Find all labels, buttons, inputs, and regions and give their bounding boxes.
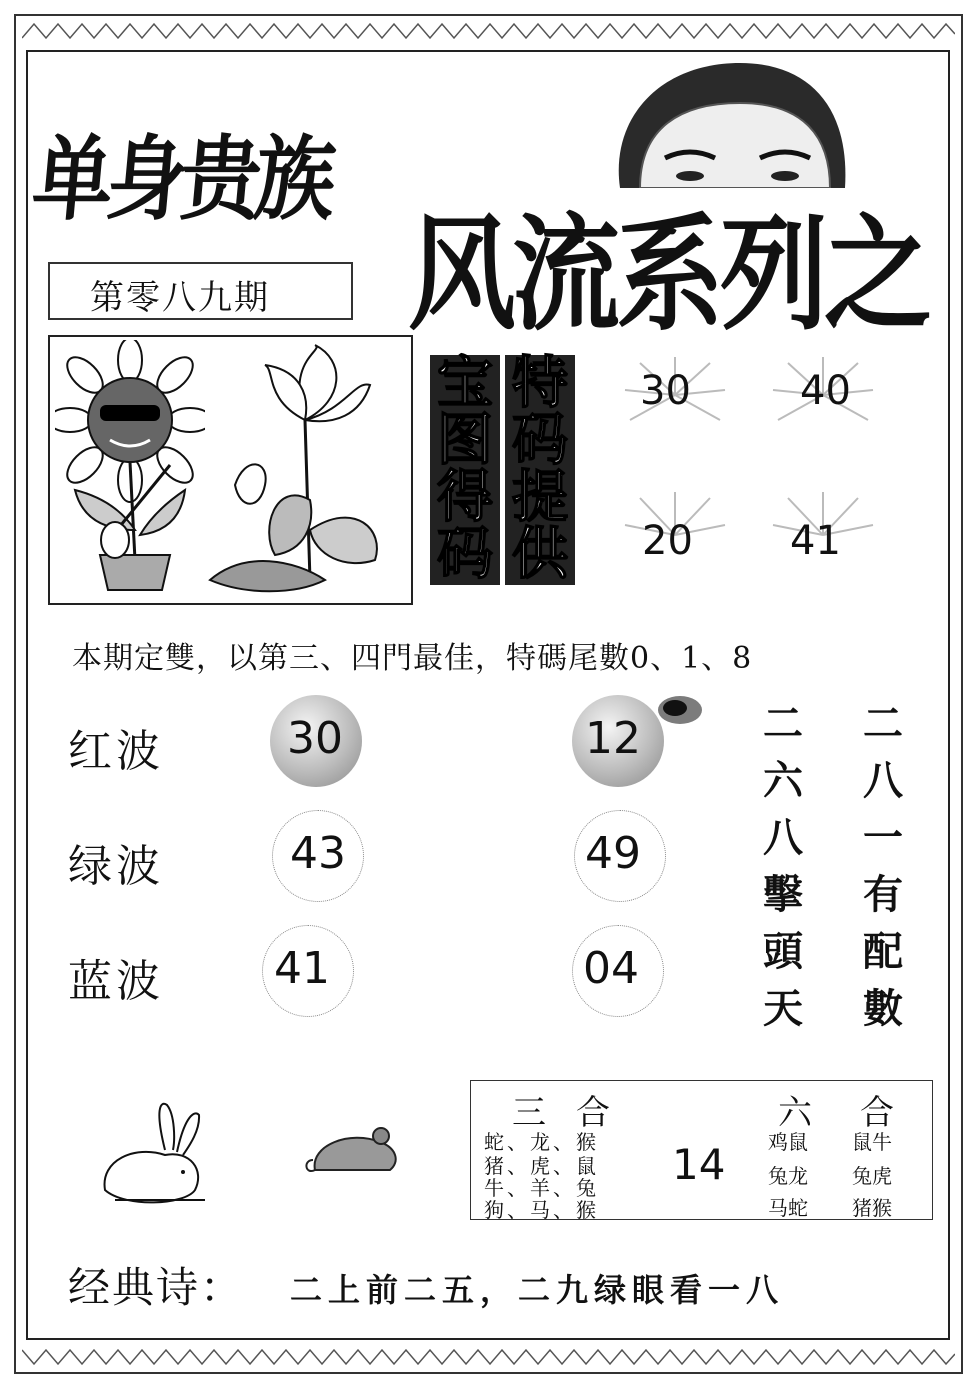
special-number: 30 (640, 368, 691, 414)
zodiac-header-right: 六合 (778, 1093, 942, 1133)
title-left: 单身贵族 (28, 124, 335, 233)
riddle-char: 二 (763, 700, 803, 747)
banner-char: 得 (437, 465, 493, 530)
poem-text: 二上前二五，二九绿眼看一八 (290, 1271, 785, 1309)
wave-label-green: 绿波 (68, 841, 164, 892)
zodiac-right-cell: 猪猴 (852, 1196, 892, 1220)
riddle-char: 數 (863, 985, 903, 1032)
face-icon (600, 58, 860, 188)
banner-char: 图 (437, 408, 493, 473)
riddle-char: 天 (763, 985, 803, 1032)
poem-label: 经典诗： (68, 1263, 245, 1312)
zodiac-right-cell: 鼠牛 (852, 1130, 892, 1154)
banner-char: 码 (437, 522, 493, 587)
riddle-column-left (758, 695, 808, 1037)
blue-wave-number: 04 (583, 943, 639, 994)
banner-column-2 (505, 351, 575, 587)
riddle-char: 六 (763, 757, 803, 804)
issue-number: 第零八九期 (90, 278, 270, 318)
blue-wave-number: 41 (274, 943, 330, 994)
riddle-char: 配 (863, 928, 903, 975)
riddle-char: 二 (863, 700, 903, 747)
riddle-char: 一 (863, 814, 903, 861)
banner-char: 码 (512, 408, 568, 473)
special-number: 20 (642, 518, 693, 564)
green-wave-number: 49 (585, 828, 641, 879)
wave-label-red: 红波 (68, 726, 164, 777)
zodiac-right-cell: 鸡鼠 (768, 1130, 808, 1154)
rat-icon (305, 1120, 405, 1180)
special-number: 40 (800, 368, 851, 414)
flower-icon (205, 340, 405, 600)
red-wave-number: 12 (585, 713, 641, 764)
green-wave-number: 43 (290, 828, 346, 879)
statement-line: 本期定雙，以第三、四門最佳，特碼尾數0、1、8 (72, 641, 753, 676)
zodiac-left-row: 牛、羊、兔 (484, 1176, 599, 1200)
banner-column-1 (430, 351, 500, 587)
zodiac-header-left: 三合 (512, 1093, 640, 1133)
zodiac-right-cell: 兔虎 (852, 1164, 892, 1188)
banner-char: 提 (512, 465, 568, 530)
zodiac-right-cell: 马蛇 (768, 1196, 808, 1220)
riddle-char: 擊 (763, 871, 803, 918)
zodiac-right-cell: 兔龙 (768, 1164, 808, 1188)
red-wave-number: 30 (287, 713, 343, 764)
zodiac-center-number: 14 (672, 1140, 726, 1189)
special-number: 41 (790, 518, 841, 564)
riddle-column-right (858, 695, 908, 1037)
zodiac-left-row: 蛇、龙、猴 (484, 1130, 599, 1154)
zodiac-left-row: 猪、虎、鼠 (484, 1154, 599, 1178)
banner-char: 特 (512, 351, 568, 416)
riddle-char: 八 (763, 814, 803, 861)
banner-char: 宝 (437, 351, 493, 416)
banner-char: 供 (512, 522, 568, 587)
riddle-char: 八 (863, 757, 903, 804)
ink-splash-icon (640, 680, 720, 740)
riddle-char: 頭 (763, 928, 803, 975)
wave-label-blue: 蓝波 (68, 956, 164, 1007)
zodiac-left-row: 狗、马、猴 (484, 1198, 599, 1222)
rabbit-icon (95, 1100, 215, 1210)
bottom-zigzag-border (22, 1346, 955, 1368)
title-right: 风流系列之 (408, 203, 929, 348)
riddle-char: 有 (863, 871, 903, 918)
top-zigzag-border (22, 20, 955, 42)
sunflower-icon (55, 340, 205, 600)
